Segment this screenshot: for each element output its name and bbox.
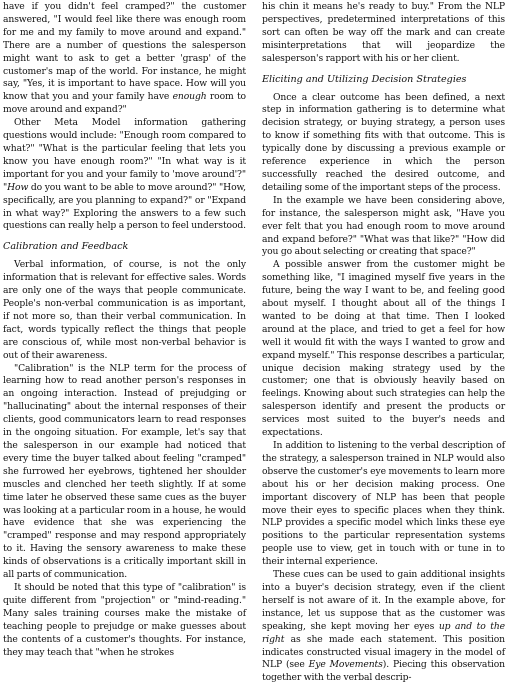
paragraph: "Calibration" is the NLP term for the process of learning how to read another person's responses in an ongoing interaction. Instead of prejudging or "hallucinating" about the internal responses of their clients, good communicators learn to read responses in the ongoing situation. For example, let's say that the salesperson in our example had noticed that every time the buyer talked about feeling "cramped" she furrowed her eyebrows, tightened her shoulder muscles and clenched her teeth slightly. If at some time later he observed these same cues as the buyer was looking at a particular room in a house, he would have evidence that she was experiencing the "cramped" response and may respond appropriately to it. Having the sensory awareness to make these kinds of observations is a critically important skill in all parts of communication. <box>3 362 246 581</box>
section-heading: Eliciting and Utilizing Decision Strategies <box>262 73 467 85</box>
text-run: room to move around and expand?" <box>3 91 246 116</box>
right-column <box>262 1 505 685</box>
text-run: as she made each statement. This position indicates constructed visual imagery in the model of NLP (see <box>262 633 505 671</box>
paragraph: his chin it means he's ready to buy." From the NLP perspectives, predetermined interpretations of this sort can often be way off the mark and can create misinterpretations that will jeopardize the salesperson's rapport with his or her client. <box>262 1 505 64</box>
paragraph: Verbal information, of course, is not the only information that is relevant for effective sales. Words are only one of the ways that people communicate. People's non-verbal communication is as important, if not more so, than their verbal communication. In fact, words typically reflect the things that people are conscious of, while most non-verbal behavior is out of their awareness. <box>3 259 246 361</box>
paragraph: In addition to listening to the verbal description of the strategy, a salesperson trained in NLP would also observe the customer's eye movements to learn more about his or her decision making process. One important discovery of NLP has been that people move their eyes to specific places when they think. NLP provides a specific model which links these eye positions to the particular representation systems people use to view, get in touch with or tune in to their internal experience. <box>262 440 505 568</box>
paragraph: Once a clear outcome has been defined, a next step in information gathering is to determine what decision strategy, or buying strategy, a person uses to know if something fits with that outcome. This is typically done by discussing a previous example or reference experience in which the person successfully reached the desired outcome, and detailing some of the important steps of the process. <box>262 91 505 193</box>
paragraph <box>3 117 246 233</box>
paragraph: In the example we have been considering above, for instance, the salesperson might ask, "Have you ever felt that you had enough room to move around and expand before?" "What was that like?" "How did you go about selecting or creating that space?" <box>262 194 505 258</box>
emphasis: up and to the right <box>262 620 505 645</box>
text-run: have if you didn't feel cramped?" the customer answered, "I would feel like there was enough room for me and my family to move around and expand." There are a number of questions the salesperson might want to ask to get a better 'grasp' of the customer's map of the world. For instance, he might say, "Yes, it is important to have space. How will you know that you and your family have <box>3 1 246 103</box>
left-column <box>3 1 246 659</box>
emphasis: enough <box>172 91 207 103</box>
paragraph <box>262 569 505 685</box>
text-run: Other Meta Model information gathering questions would include: "Enough room compared to what?" "What is the particular feeling that lets you know you have enough room?" "In what way is it important for you and your family to 'move around'?" " <box>3 117 246 193</box>
text-run: ). Piecing this observation together with the verbal descrip- <box>262 659 505 684</box>
paragraph: A possible answer from the customer might be something like, "I imagined myself five years in the future, being the way I want to be, and feeling good about myself. I thought about all of the things I wanted to be doing at that time. Then I looked around at the place, and tried to get a feel for how well it would fit with the ways I wanted to grow and expand myself." This response describes a particular, unique decision making strategy used by the customer; one that is obviously heavily based on feelings. Knowing about such strategies can help the salesperson identify and present the products or services most suited to the buyer's needs and expectations. <box>262 259 505 439</box>
text-run: do you want to be able to move around?" "How, specifically, are you planning to expand?" or "Expand in what way?" Exploring the answers to a few such questions can really help a person to feel understood. <box>3 181 246 232</box>
section-heading: Calibration and Feedback <box>3 241 129 253</box>
paragraph: It should be noted that this type of "calibration" is quite different from "projection" or "mind-reading." Many sales training courses make the mistake of teaching people to prejudge or make guesses about the contents of a customer's thoughts. For instance, they may teach that "when he strokes <box>3 581 246 658</box>
text-run: These cues can be used to gain additional insights into a buyer's decision strategy, even if the client herself is not aware of it. In the example above, for instance, let us suppose that as the customer was speaking, she kept moving her eyes <box>262 569 505 632</box>
emphasis: Eye Movements <box>308 659 383 671</box>
paragraph <box>3 1 246 117</box>
emphasis: How <box>7 181 29 193</box>
